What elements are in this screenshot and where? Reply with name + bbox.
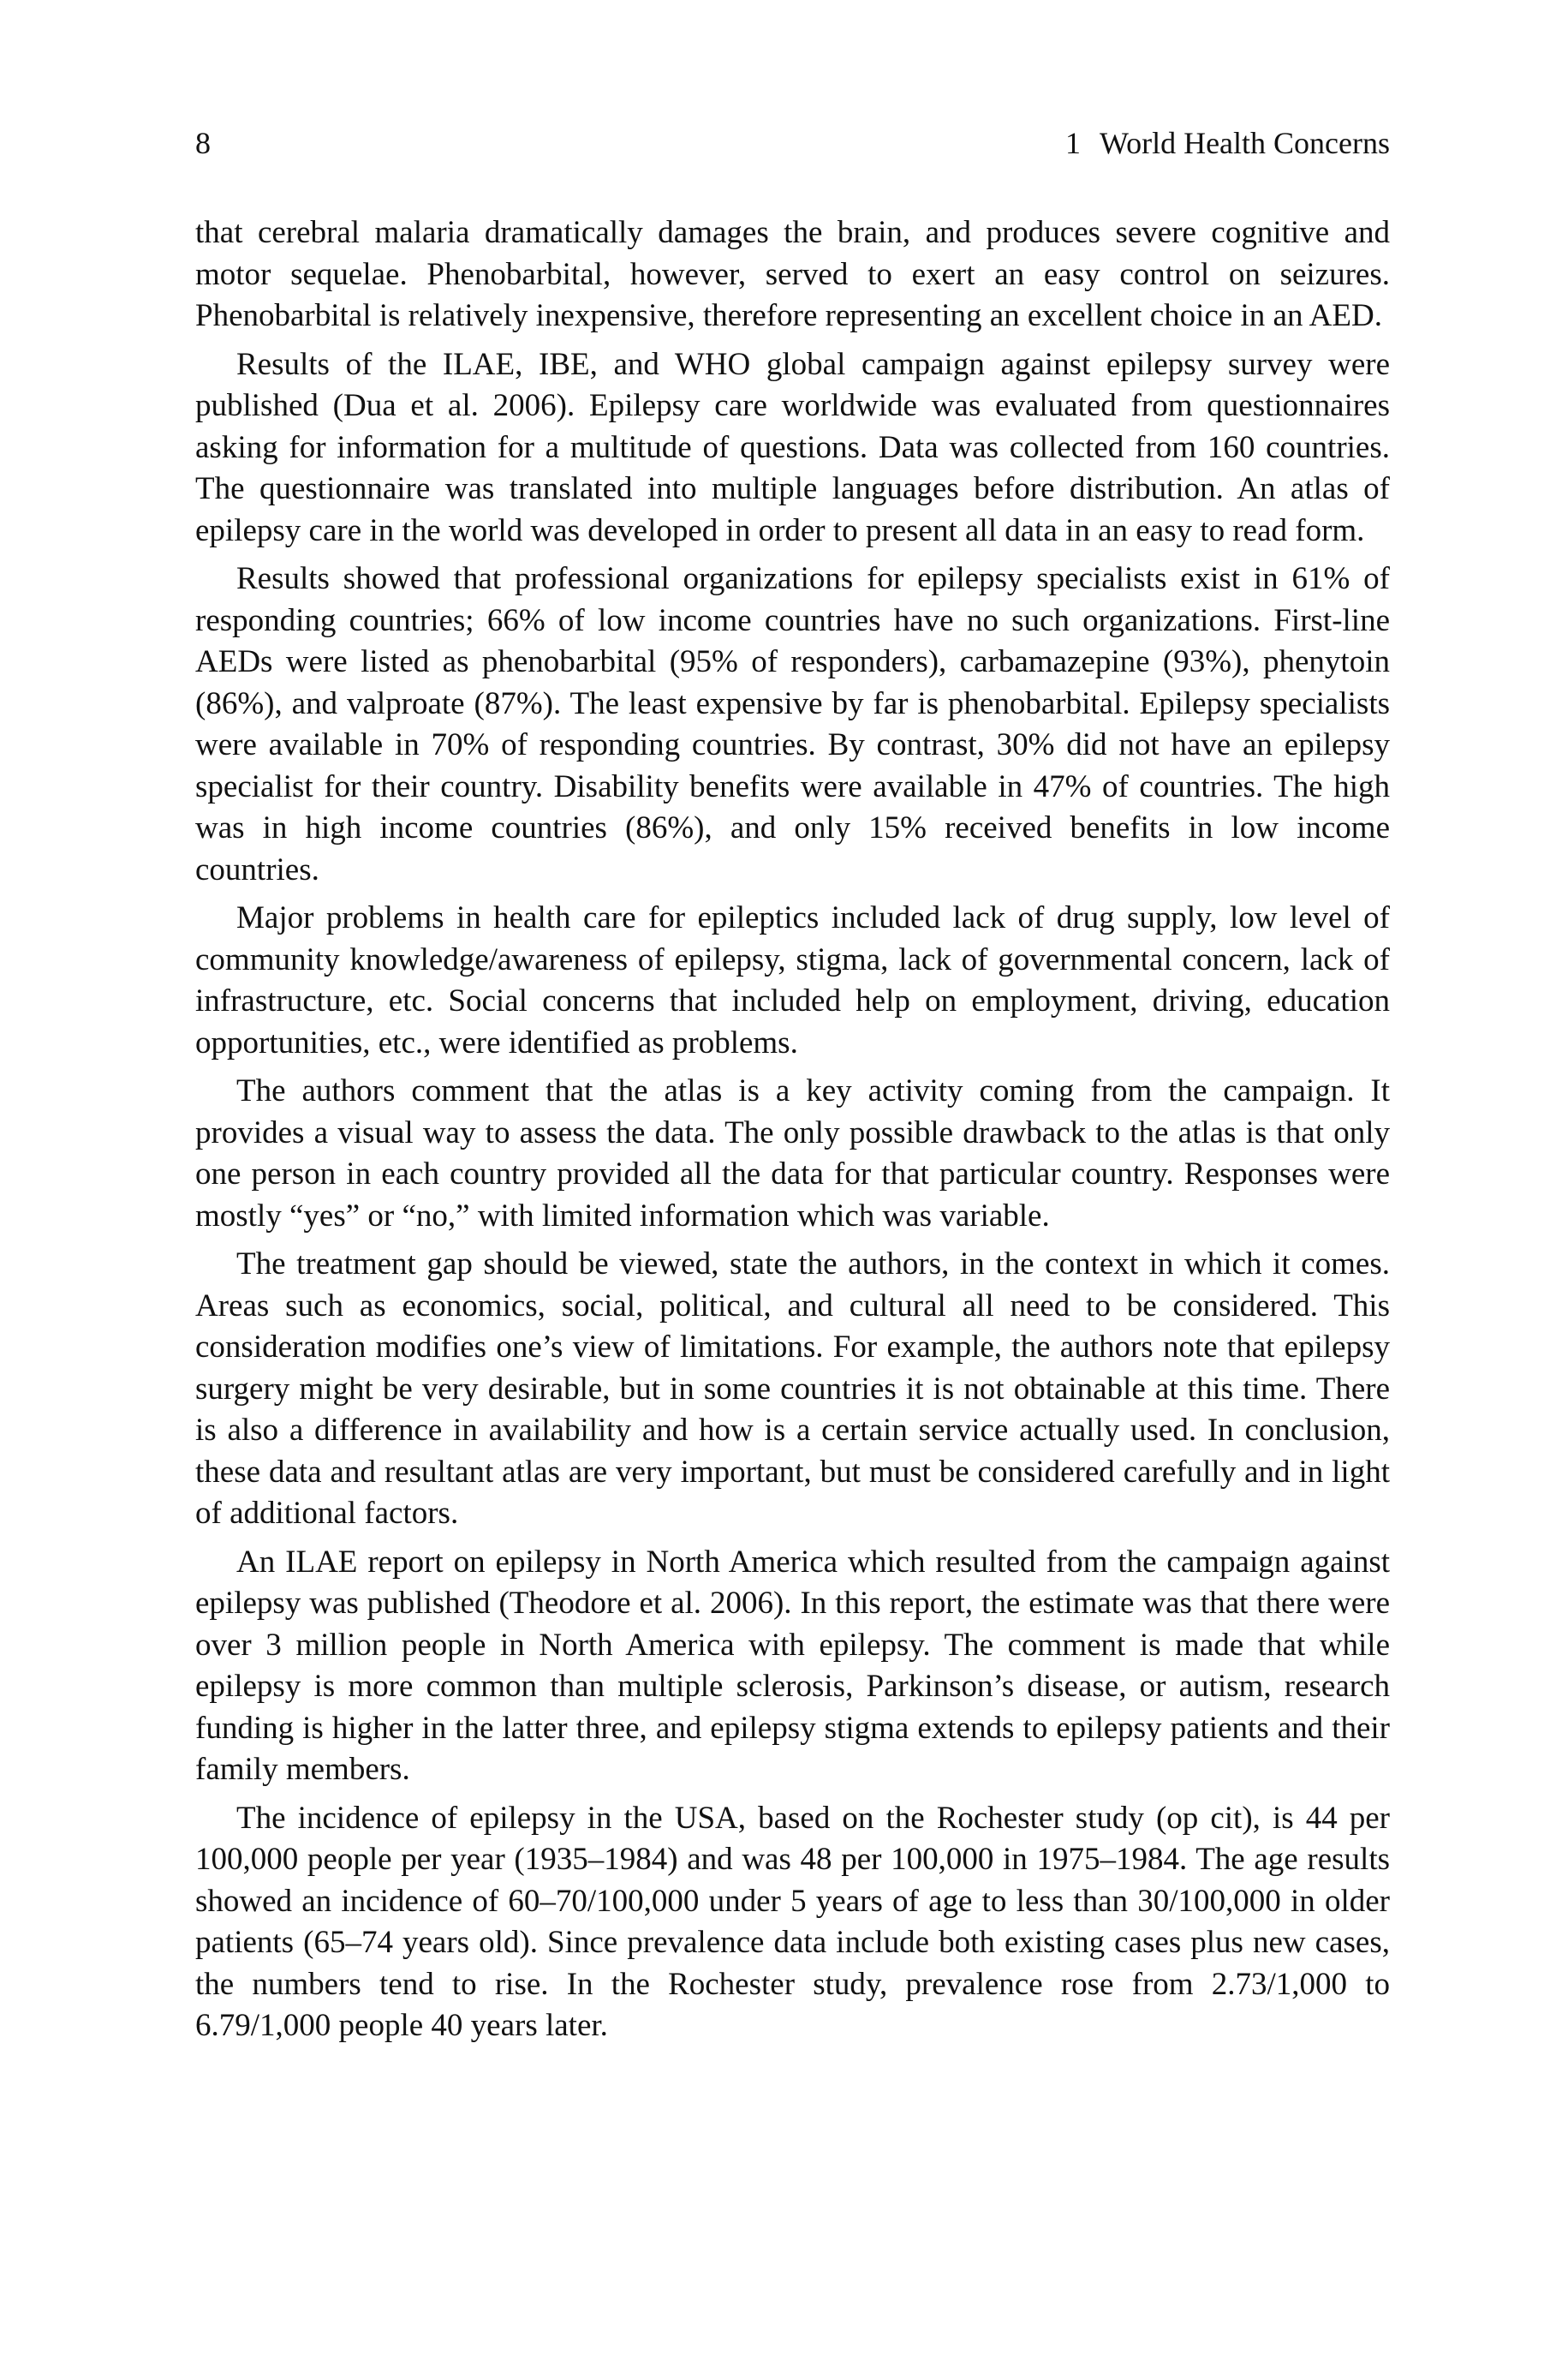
chapter-title: World Health Concerns bbox=[1099, 126, 1390, 160]
paragraph-north-america-report: An ILAE report on epilepsy in North America which resulted from the campaign against epilepsy was published (Theodore et al. 2006). In this report, the estimate was that there were over 3 million people in North America with epilepsy. The comment is made that while epilepsy is more common than multiple sclerosis, Parkinson’s disease, or autism, research funding is higher in the latter three, and epilepsy stigma extends to epilepsy patients and their family members. bbox=[195, 1544, 1390, 1787]
paragraph-survey-results: Results showed that professional organizations for epilepsy specialists exist in 61% of responding countries; 66% of low income countries have no such organizations. First-line AEDs were listed as phenobarbital (95% of responders), carbamazepine (93%), phenytoin (86%), and valproate (87%). The least expensive by far is phenobarbital. Epilepsy specialists were available in 70% of responding countries. By contrast, 30% did not have an epilepsy specialist for their country. Disability benefits were available in 47% of countries. The high was in high income countries (86%), and only 15% received benefits in low income countries. bbox=[195, 561, 1390, 887]
paragraph-major-problems: Major problems in health care for epileptics included lack of drug supply, low level of community knowledge/awareness of epilepsy, stigma, lack of governmental concern, lack of infrastructure, etc. Social concerns that included help on employment, driving, education opportunities, etc., were identified as problems. bbox=[195, 900, 1390, 1061]
chapter-heading bbox=[1065, 122, 1390, 164]
paragraph-usa-incidence: The incidence of epilepsy in the USA, based on the Rochester study (op cit), is 44 per 100,000 people per year (1935–1984) and was 48 per 100,000 in 1975–1984. The age results showed an incidence of 60–70/100,000 under 5 years of age to less than 30/100,000 in older patients (65–74 years old). Since prevalence data include both existing cases plus new cases, the numbers tend to rise. In the Rochester study, prevalence rose from 2.73/1,000 to 6.79/1,000 people 40 years later. bbox=[195, 1800, 1390, 2043]
body-text bbox=[195, 212, 1390, 2054]
paragraph-atlas-comment: The authors comment that the atlas is a key activity coming from the campaign. It provides a visual way to assess the data. The only possible drawback to the atlas is that only one person in each country provided all the data for that particular country. Responses were mostly “yes” or “no,” with limited information which was variable. bbox=[195, 1073, 1390, 1234]
paragraph-treatment-gap: The treatment gap should be viewed, state the authors, in the context in which it comes. Areas such as economics, social, political, and cultural all need to be considered. This consideration modifies one’s view of limitations. For example, the authors note that epilepsy surgery might be very desirable, but in some countries it is not obtainable at this time. There is also a difference in availability and how is a certain service actually used. In conclusion, these data and resultant atlas are very important, but must be considered carefully and in light of additional factors. bbox=[195, 1246, 1390, 1531]
page-number: 8 bbox=[195, 126, 211, 160]
paragraph-global-campaign-survey: Results of the ILAE, IBE, and WHO global campaign against epilepsy survey were published (Dua et al. 2006). Epilepsy care worldwide was evaluated from questionnaires asking for information for a multitude of questions. Data was collected from 160 countries. The questionnaire was translated into multiple languages before distribution. An atlas of epilepsy care in the world was developed in order to present all data in an easy to read form. bbox=[195, 346, 1390, 548]
running-header bbox=[195, 122, 1390, 164]
chapter-number: 1 bbox=[1064, 126, 1081, 160]
paragraph-cerebral-malaria: that cerebral malaria dramatically damages the brain, and produces severe cognitive and motor sequelae. Phenobarbital, however, served to exert an easy control on seizures. Phenobarbital is relatively inexpensive, therefore representing an excellent choice in an AED. bbox=[195, 215, 1390, 333]
